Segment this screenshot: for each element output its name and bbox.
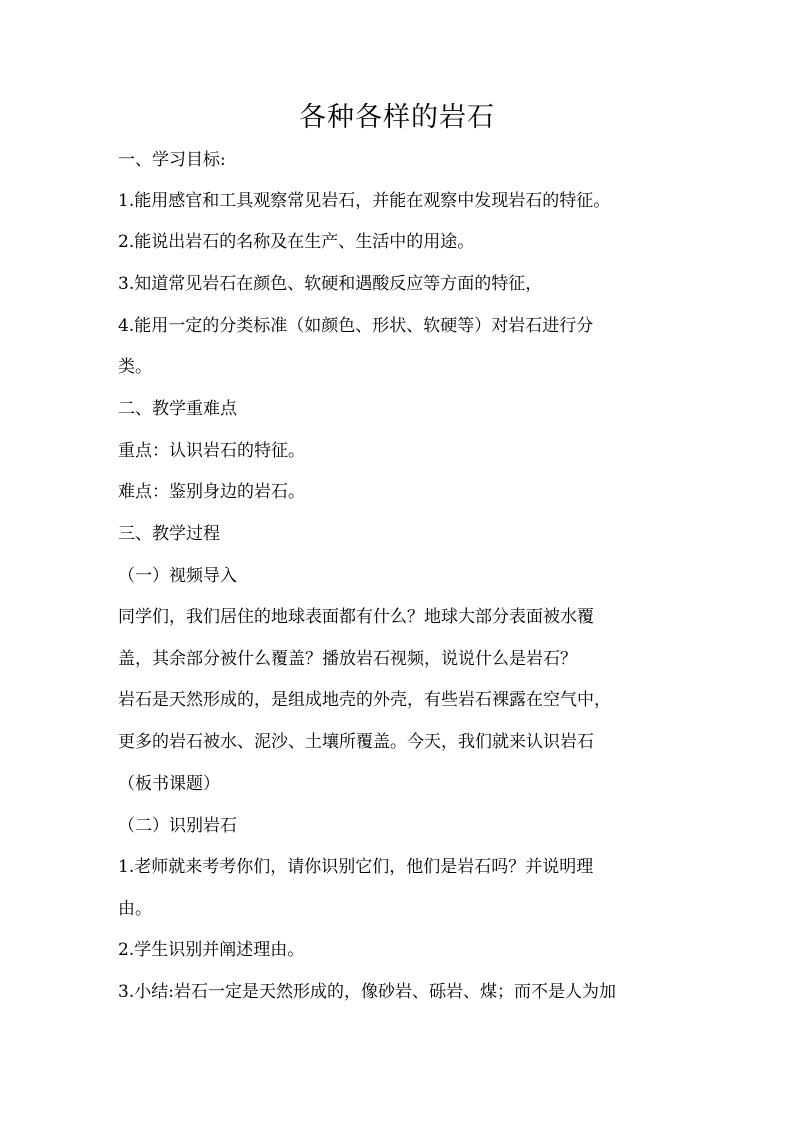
objective-2: 2.能说出岩石的名称及在生产、生活中的用途。 bbox=[118, 232, 475, 252]
objective-1: 1.能用感官和工具观察常见岩石，并能在观察中发现岩石的特征。 bbox=[118, 191, 611, 211]
heading-teaching-process: 三、教学过程 bbox=[118, 524, 220, 544]
heading-learning-objectives: 一、学习目标: bbox=[118, 150, 226, 170]
subheading-identify-rocks: （二）识别岩石 bbox=[118, 816, 237, 836]
step-2: 2.学生识别并阐述理由。 bbox=[118, 940, 305, 960]
document-title: 各种各样的岩石 bbox=[299, 102, 495, 133]
paragraph-line: 盖，其余部分被什么覆盖？播放岩石视频，说说什么是岩石？ bbox=[118, 649, 577, 669]
step-1: 1.老师就来考考你们，请你识别它们，他们是岩石吗？并说明理 bbox=[118, 857, 594, 877]
key-point: 重点：认识岩石的特征。 bbox=[118, 441, 305, 461]
step-1-continued: 由。 bbox=[118, 899, 152, 919]
objective-4: 4.能用一定的分类标准（如颜色、形状、软硬等）对岩石进行分 bbox=[118, 316, 594, 336]
difficult-point: 难点：鉴别身边的岩石。 bbox=[118, 482, 305, 502]
paragraph-line: 更多的岩石被水、泥沙、土壤所覆盖。今天，我们就来认识岩石 bbox=[118, 732, 594, 752]
subheading-video-intro: （一）视频导入 bbox=[118, 566, 237, 586]
objective-4-continued: 类。 bbox=[118, 357, 152, 377]
heading-key-difficult-points: 二、教学重难点 bbox=[118, 399, 237, 419]
paragraph-line: 岩石是天然形成的，是组成地壳的外壳，有些岩石裸露在空气中， bbox=[118, 690, 611, 710]
objective-3: 3.知道常见岩石在颜色、软硬和遇酸反应等方面的特征， bbox=[118, 274, 543, 294]
step-3: 3.小结:岩石一定是天然形成的，像砂岩、砾岩、煤；而不是人为加 bbox=[118, 982, 616, 1002]
paragraph-line: 同学们，我们居住的地球表面都有什么？地球大部分表面被水覆 bbox=[118, 607, 594, 627]
paragraph-line: （板书课题） bbox=[118, 774, 220, 794]
